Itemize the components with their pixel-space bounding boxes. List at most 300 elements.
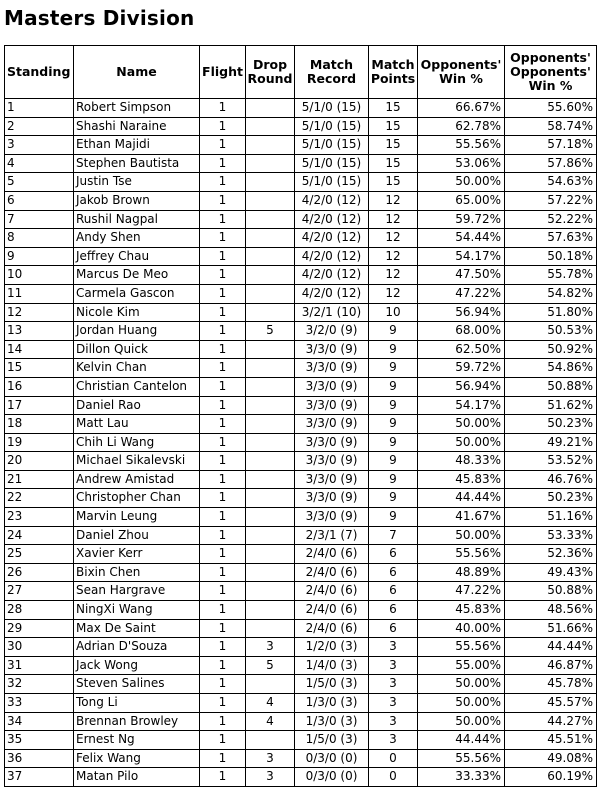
cell-match-record: 4/2/0 (12) xyxy=(295,210,369,229)
cell-flight: 1 xyxy=(200,712,246,731)
cell-match-points: 12 xyxy=(369,266,418,285)
cell-opponents-opponents-win: 52.22% xyxy=(505,210,597,229)
cell-match-record: 0/3/0 (0) xyxy=(295,749,369,768)
cell-match-record: 4/2/0 (12) xyxy=(295,266,369,285)
cell-opponents-opponents-win: 55.60% xyxy=(505,99,597,118)
table-row xyxy=(5,340,597,359)
cell-flight: 1 xyxy=(200,99,246,118)
cell-match-points: 9 xyxy=(369,508,418,527)
table-row xyxy=(5,638,597,657)
cell-drop-round xyxy=(246,582,295,601)
cell-drop-round xyxy=(246,489,295,508)
cell-name: Daniel Rao xyxy=(74,396,200,415)
cell-match-record: 1/4/0 (3) xyxy=(295,656,369,675)
cell-drop-round xyxy=(246,675,295,694)
cell-opponents-win: 47.22% xyxy=(418,582,505,601)
cell-flight: 1 xyxy=(200,768,246,787)
cell-match-record: 5/1/0 (15) xyxy=(295,154,369,173)
cell-flight: 1 xyxy=(200,154,246,173)
cell-opponents-win: 48.33% xyxy=(418,452,505,471)
cell-standing: 18 xyxy=(5,415,74,434)
table-row xyxy=(5,601,597,620)
cell-match-points: 3 xyxy=(369,731,418,750)
cell-flight: 1 xyxy=(200,452,246,471)
cell-name: Jordan Huang xyxy=(74,322,200,341)
cell-standing: 27 xyxy=(5,582,74,601)
cell-flight: 1 xyxy=(200,638,246,657)
cell-match-points: 12 xyxy=(369,247,418,266)
cell-opponents-opponents-win: 60.19% xyxy=(505,768,597,787)
cell-match-points: 6 xyxy=(369,582,418,601)
cell-drop-round xyxy=(246,359,295,378)
cell-name: Andrew Amistad xyxy=(74,470,200,489)
cell-match-points: 9 xyxy=(369,433,418,452)
cell-opponents-win: 45.83% xyxy=(418,470,505,489)
cell-drop-round xyxy=(246,340,295,359)
table-row xyxy=(5,452,597,471)
cell-opponents-win: 50.00% xyxy=(418,433,505,452)
cell-opponents-win: 50.00% xyxy=(418,415,505,434)
cell-opponents-win: 55.56% xyxy=(418,638,505,657)
table-row xyxy=(5,433,597,452)
cell-opponents-win: 62.78% xyxy=(418,117,505,136)
cell-opponents-opponents-win: 45.78% xyxy=(505,675,597,694)
cell-opponents-opponents-win: 57.86% xyxy=(505,154,597,173)
header-match-record: Match Record xyxy=(295,46,369,99)
cell-match-points: 12 xyxy=(369,284,418,303)
cell-match-record: 1/3/0 (3) xyxy=(295,694,369,713)
cell-drop-round xyxy=(246,470,295,489)
cell-opponents-win: 40.00% xyxy=(418,619,505,638)
cell-name: Matan Pilo xyxy=(74,768,200,787)
cell-opponents-opponents-win: 45.57% xyxy=(505,694,597,713)
table-row xyxy=(5,768,597,787)
cell-opponents-opponents-win: 49.21% xyxy=(505,433,597,452)
cell-drop-round xyxy=(246,415,295,434)
table-row xyxy=(5,396,597,415)
header-opponents-win: Opponents' Win % xyxy=(418,46,505,99)
cell-standing: 30 xyxy=(5,638,74,657)
cell-opponents-opponents-win: 51.62% xyxy=(505,396,597,415)
cell-flight: 1 xyxy=(200,582,246,601)
cell-standing: 25 xyxy=(5,545,74,564)
cell-flight: 1 xyxy=(200,749,246,768)
cell-opponents-opponents-win: 54.63% xyxy=(505,173,597,192)
cell-match-points: 9 xyxy=(369,377,418,396)
cell-drop-round: 5 xyxy=(246,656,295,675)
cell-standing: 15 xyxy=(5,359,74,378)
table-row xyxy=(5,266,597,285)
cell-name: Shashi Naraine xyxy=(74,117,200,136)
cell-drop-round xyxy=(246,210,295,229)
cell-match-record: 1/5/0 (3) xyxy=(295,675,369,694)
cell-standing: 19 xyxy=(5,433,74,452)
cell-flight: 1 xyxy=(200,303,246,322)
table-row xyxy=(5,284,597,303)
cell-opponents-opponents-win: 57.22% xyxy=(505,191,597,210)
table-row xyxy=(5,229,597,248)
cell-drop-round xyxy=(246,117,295,136)
table-row xyxy=(5,749,597,768)
cell-drop-round xyxy=(246,601,295,620)
cell-match-record: 3/3/0 (9) xyxy=(295,377,369,396)
cell-opponents-opponents-win: 51.16% xyxy=(505,508,597,527)
cell-drop-round xyxy=(246,154,295,173)
cell-name: Ernest Ng xyxy=(74,731,200,750)
cell-opponents-win: 54.44% xyxy=(418,229,505,248)
cell-match-points: 9 xyxy=(369,359,418,378)
cell-flight: 1 xyxy=(200,340,246,359)
cell-opponents-opponents-win: 46.87% xyxy=(505,656,597,675)
cell-match-record: 3/3/0 (9) xyxy=(295,508,369,527)
cell-standing: 2 xyxy=(5,117,74,136)
cell-flight: 1 xyxy=(200,731,246,750)
cell-opponents-win: 50.00% xyxy=(418,675,505,694)
cell-flight: 1 xyxy=(200,545,246,564)
cell-drop-round xyxy=(246,545,295,564)
cell-match-record: 3/3/0 (9) xyxy=(295,470,369,489)
cell-name: Bixin Chen xyxy=(74,563,200,582)
cell-flight: 1 xyxy=(200,601,246,620)
cell-drop-round xyxy=(246,433,295,452)
cell-drop-round: 3 xyxy=(246,768,295,787)
cell-match-points: 0 xyxy=(369,749,418,768)
cell-name: Carmela Gascon xyxy=(74,284,200,303)
cell-match-points: 9 xyxy=(369,470,418,489)
cell-flight: 1 xyxy=(200,415,246,434)
cell-standing: 31 xyxy=(5,656,74,675)
cell-opponents-win: 66.67% xyxy=(418,99,505,118)
cell-drop-round xyxy=(246,526,295,545)
cell-standing: 24 xyxy=(5,526,74,545)
header-opponents-opponents-win: Opponents' Opponents' Win % xyxy=(505,46,597,99)
cell-opponents-win: 47.50% xyxy=(418,266,505,285)
cell-flight: 1 xyxy=(200,563,246,582)
cell-match-points: 3 xyxy=(369,675,418,694)
cell-opponents-opponents-win: 50.18% xyxy=(505,247,597,266)
cell-opponents-opponents-win: 49.08% xyxy=(505,749,597,768)
cell-standing: 34 xyxy=(5,712,74,731)
cell-standing: 8 xyxy=(5,229,74,248)
cell-flight: 1 xyxy=(200,191,246,210)
cell-name: Stephen Bautista xyxy=(74,154,200,173)
table-row xyxy=(5,675,597,694)
table-row xyxy=(5,526,597,545)
cell-match-points: 7 xyxy=(369,526,418,545)
cell-opponents-win: 65.00% xyxy=(418,191,505,210)
cell-drop-round xyxy=(246,136,295,155)
table-row xyxy=(5,191,597,210)
cell-match-record: 3/2/1 (10) xyxy=(295,303,369,322)
cell-match-points: 3 xyxy=(369,638,418,657)
cell-drop-round: 4 xyxy=(246,694,295,713)
cell-opponents-win: 56.94% xyxy=(418,303,505,322)
cell-standing: 7 xyxy=(5,210,74,229)
cell-name: Brennan Browley xyxy=(74,712,200,731)
cell-flight: 1 xyxy=(200,656,246,675)
cell-opponents-opponents-win: 48.56% xyxy=(505,601,597,620)
table-row xyxy=(5,322,597,341)
table-row xyxy=(5,545,597,564)
table-row xyxy=(5,619,597,638)
cell-flight: 1 xyxy=(200,173,246,192)
cell-name: Marvin Leung xyxy=(74,508,200,527)
cell-name: Rushil Nagpal xyxy=(74,210,200,229)
cell-flight: 1 xyxy=(200,377,246,396)
cell-match-record: 1/3/0 (3) xyxy=(295,712,369,731)
cell-opponents-win: 47.22% xyxy=(418,284,505,303)
cell-opponents-opponents-win: 55.78% xyxy=(505,266,597,285)
cell-opponents-win: 55.56% xyxy=(418,136,505,155)
header-drop-round: Drop Round xyxy=(246,46,295,99)
cell-name: Adrian D'Souza xyxy=(74,638,200,657)
cell-match-points: 9 xyxy=(369,340,418,359)
cell-opponents-opponents-win: 54.82% xyxy=(505,284,597,303)
standings-body xyxy=(5,99,597,787)
cell-match-record: 5/1/0 (15) xyxy=(295,117,369,136)
table-row xyxy=(5,470,597,489)
cell-opponents-win: 59.72% xyxy=(418,359,505,378)
cell-standing: 1 xyxy=(5,99,74,118)
cell-standing: 28 xyxy=(5,601,74,620)
cell-flight: 1 xyxy=(200,619,246,638)
cell-opponents-opponents-win: 50.88% xyxy=(505,377,597,396)
table-row xyxy=(5,210,597,229)
cell-name: Daniel Zhou xyxy=(74,526,200,545)
cell-match-record: 2/4/0 (6) xyxy=(295,582,369,601)
cell-opponents-opponents-win: 46.76% xyxy=(505,470,597,489)
cell-opponents-win: 50.00% xyxy=(418,173,505,192)
cell-opponents-opponents-win: 49.43% xyxy=(505,563,597,582)
cell-opponents-opponents-win: 58.74% xyxy=(505,117,597,136)
table-row xyxy=(5,99,597,118)
cell-match-points: 3 xyxy=(369,656,418,675)
header-flight: Flight xyxy=(200,46,246,99)
table-row xyxy=(5,359,597,378)
cell-drop-round: 3 xyxy=(246,638,295,657)
cell-standing: 14 xyxy=(5,340,74,359)
cell-match-record: 5/1/0 (15) xyxy=(295,136,369,155)
cell-opponents-win: 50.00% xyxy=(418,694,505,713)
cell-match-points: 3 xyxy=(369,712,418,731)
cell-match-record: 3/3/0 (9) xyxy=(295,359,369,378)
cell-match-record: 4/2/0 (12) xyxy=(295,191,369,210)
cell-match-record: 4/2/0 (12) xyxy=(295,284,369,303)
cell-opponents-win: 54.17% xyxy=(418,247,505,266)
cell-match-record: 1/5/0 (3) xyxy=(295,731,369,750)
cell-match-points: 9 xyxy=(369,452,418,471)
table-row xyxy=(5,377,597,396)
cell-match-record: 2/4/0 (6) xyxy=(295,619,369,638)
cell-drop-round xyxy=(246,284,295,303)
cell-match-record: 2/4/0 (6) xyxy=(295,563,369,582)
cell-name: Max De Saint xyxy=(74,619,200,638)
cell-standing: 35 xyxy=(5,731,74,750)
cell-name: Matt Lau xyxy=(74,415,200,434)
cell-name: Christopher Chan xyxy=(74,489,200,508)
cell-match-record: 4/2/0 (12) xyxy=(295,247,369,266)
cell-match-points: 15 xyxy=(369,99,418,118)
cell-match-points: 9 xyxy=(369,322,418,341)
cell-match-record: 3/3/0 (9) xyxy=(295,452,369,471)
cell-drop-round xyxy=(246,396,295,415)
cell-drop-round xyxy=(246,99,295,118)
cell-match-points: 9 xyxy=(369,489,418,508)
header-standing: Standing xyxy=(5,46,74,99)
cell-flight: 1 xyxy=(200,266,246,285)
cell-name: Andy Shen xyxy=(74,229,200,248)
cell-opponents-win: 50.00% xyxy=(418,526,505,545)
cell-opponents-opponents-win: 50.92% xyxy=(505,340,597,359)
cell-opponents-opponents-win: 50.23% xyxy=(505,415,597,434)
cell-drop-round: 4 xyxy=(246,712,295,731)
cell-name: Ethan Majidi xyxy=(74,136,200,155)
cell-flight: 1 xyxy=(200,210,246,229)
cell-opponents-win: 50.00% xyxy=(418,712,505,731)
table-row xyxy=(5,173,597,192)
table-row xyxy=(5,563,597,582)
cell-standing: 29 xyxy=(5,619,74,638)
table-row xyxy=(5,117,597,136)
cell-opponents-win: 33.33% xyxy=(418,768,505,787)
cell-match-points: 12 xyxy=(369,210,418,229)
cell-opponents-opponents-win: 51.80% xyxy=(505,303,597,322)
cell-name: Jakob Brown xyxy=(74,191,200,210)
cell-flight: 1 xyxy=(200,396,246,415)
cell-match-points: 0 xyxy=(369,768,418,787)
cell-opponents-win: 62.50% xyxy=(418,340,505,359)
cell-opponents-opponents-win: 57.63% xyxy=(505,229,597,248)
cell-standing: 17 xyxy=(5,396,74,415)
cell-match-points: 12 xyxy=(369,191,418,210)
cell-match-points: 10 xyxy=(369,303,418,322)
cell-standing: 37 xyxy=(5,768,74,787)
cell-flight: 1 xyxy=(200,489,246,508)
cell-match-record: 2/3/1 (7) xyxy=(295,526,369,545)
cell-drop-round xyxy=(246,619,295,638)
cell-match-record: 3/3/0 (9) xyxy=(295,489,369,508)
cell-opponents-win: 55.00% xyxy=(418,656,505,675)
cell-opponents-win: 44.44% xyxy=(418,489,505,508)
table-row xyxy=(5,489,597,508)
cell-standing: 21 xyxy=(5,470,74,489)
cell-standing: 23 xyxy=(5,508,74,527)
table-row xyxy=(5,247,597,266)
table-row xyxy=(5,136,597,155)
cell-opponents-opponents-win: 50.53% xyxy=(505,322,597,341)
cell-name: Felix Wang xyxy=(74,749,200,768)
cell-opponents-win: 59.72% xyxy=(418,210,505,229)
cell-name: Sean Hargrave xyxy=(74,582,200,601)
cell-drop-round xyxy=(246,266,295,285)
cell-opponents-win: 45.83% xyxy=(418,601,505,620)
cell-drop-round xyxy=(246,508,295,527)
cell-name: NingXi Wang xyxy=(74,601,200,620)
cell-match-record: 3/2/0 (9) xyxy=(295,322,369,341)
cell-flight: 1 xyxy=(200,229,246,248)
cell-name: Chih Li Wang xyxy=(74,433,200,452)
cell-match-record: 0/3/0 (0) xyxy=(295,768,369,787)
cell-name: Dillon Quick xyxy=(74,340,200,359)
cell-standing: 20 xyxy=(5,452,74,471)
cell-flight: 1 xyxy=(200,675,246,694)
table-row xyxy=(5,582,597,601)
cell-flight: 1 xyxy=(200,359,246,378)
cell-standing: 32 xyxy=(5,675,74,694)
cell-opponents-opponents-win: 53.33% xyxy=(505,526,597,545)
cell-standing: 11 xyxy=(5,284,74,303)
cell-name: Steven Salines xyxy=(74,675,200,694)
cell-drop-round xyxy=(246,452,295,471)
page-title: Masters Division xyxy=(4,6,195,30)
cell-flight: 1 xyxy=(200,470,246,489)
cell-name: Jack Wong xyxy=(74,656,200,675)
cell-opponents-win: 54.17% xyxy=(418,396,505,415)
cell-match-record: 2/4/0 (6) xyxy=(295,601,369,620)
cell-match-record: 2/4/0 (6) xyxy=(295,545,369,564)
cell-drop-round xyxy=(246,229,295,248)
cell-name: Jeffrey Chau xyxy=(74,247,200,266)
cell-name: Michael Sikalevski xyxy=(74,452,200,471)
cell-name: Tong Li xyxy=(74,694,200,713)
cell-match-record: 4/2/0 (12) xyxy=(295,229,369,248)
cell-opponents-opponents-win: 44.27% xyxy=(505,712,597,731)
cell-match-points: 9 xyxy=(369,396,418,415)
cell-standing: 10 xyxy=(5,266,74,285)
cell-match-points: 15 xyxy=(369,154,418,173)
cell-flight: 1 xyxy=(200,136,246,155)
cell-drop-round xyxy=(246,563,295,582)
cell-drop-round: 5 xyxy=(246,322,295,341)
cell-match-record: 3/3/0 (9) xyxy=(295,340,369,359)
cell-opponents-win: 53.06% xyxy=(418,154,505,173)
cell-name: Christian Cantelon xyxy=(74,377,200,396)
cell-opponents-win: 41.67% xyxy=(418,508,505,527)
cell-drop-round xyxy=(246,377,295,396)
cell-match-record: 1/2/0 (3) xyxy=(295,638,369,657)
cell-match-points: 6 xyxy=(369,563,418,582)
cell-name: Xavier Kerr xyxy=(74,545,200,564)
cell-standing: 26 xyxy=(5,563,74,582)
cell-standing: 3 xyxy=(5,136,74,155)
cell-standing: 33 xyxy=(5,694,74,713)
header-name: Name xyxy=(74,46,200,99)
cell-standing: 4 xyxy=(5,154,74,173)
cell-match-points: 6 xyxy=(369,601,418,620)
table-row xyxy=(5,508,597,527)
cell-match-points: 15 xyxy=(369,173,418,192)
header-match-points: Match Points xyxy=(369,46,418,99)
cell-standing: 5 xyxy=(5,173,74,192)
cell-name: Nicole Kim xyxy=(74,303,200,322)
cell-opponents-win: 55.56% xyxy=(418,749,505,768)
table-row xyxy=(5,656,597,675)
cell-standing: 9 xyxy=(5,247,74,266)
header-row xyxy=(5,46,597,99)
cell-standing: 22 xyxy=(5,489,74,508)
cell-match-record: 5/1/0 (15) xyxy=(295,99,369,118)
cell-drop-round xyxy=(246,247,295,266)
table-row xyxy=(5,694,597,713)
cell-match-record: 3/3/0 (9) xyxy=(295,433,369,452)
cell-opponents-opponents-win: 50.88% xyxy=(505,582,597,601)
cell-opponents-win: 68.00% xyxy=(418,322,505,341)
cell-standing: 13 xyxy=(5,322,74,341)
cell-opponents-opponents-win: 53.52% xyxy=(505,452,597,471)
cell-flight: 1 xyxy=(200,508,246,527)
cell-match-points: 6 xyxy=(369,545,418,564)
cell-standing: 12 xyxy=(5,303,74,322)
